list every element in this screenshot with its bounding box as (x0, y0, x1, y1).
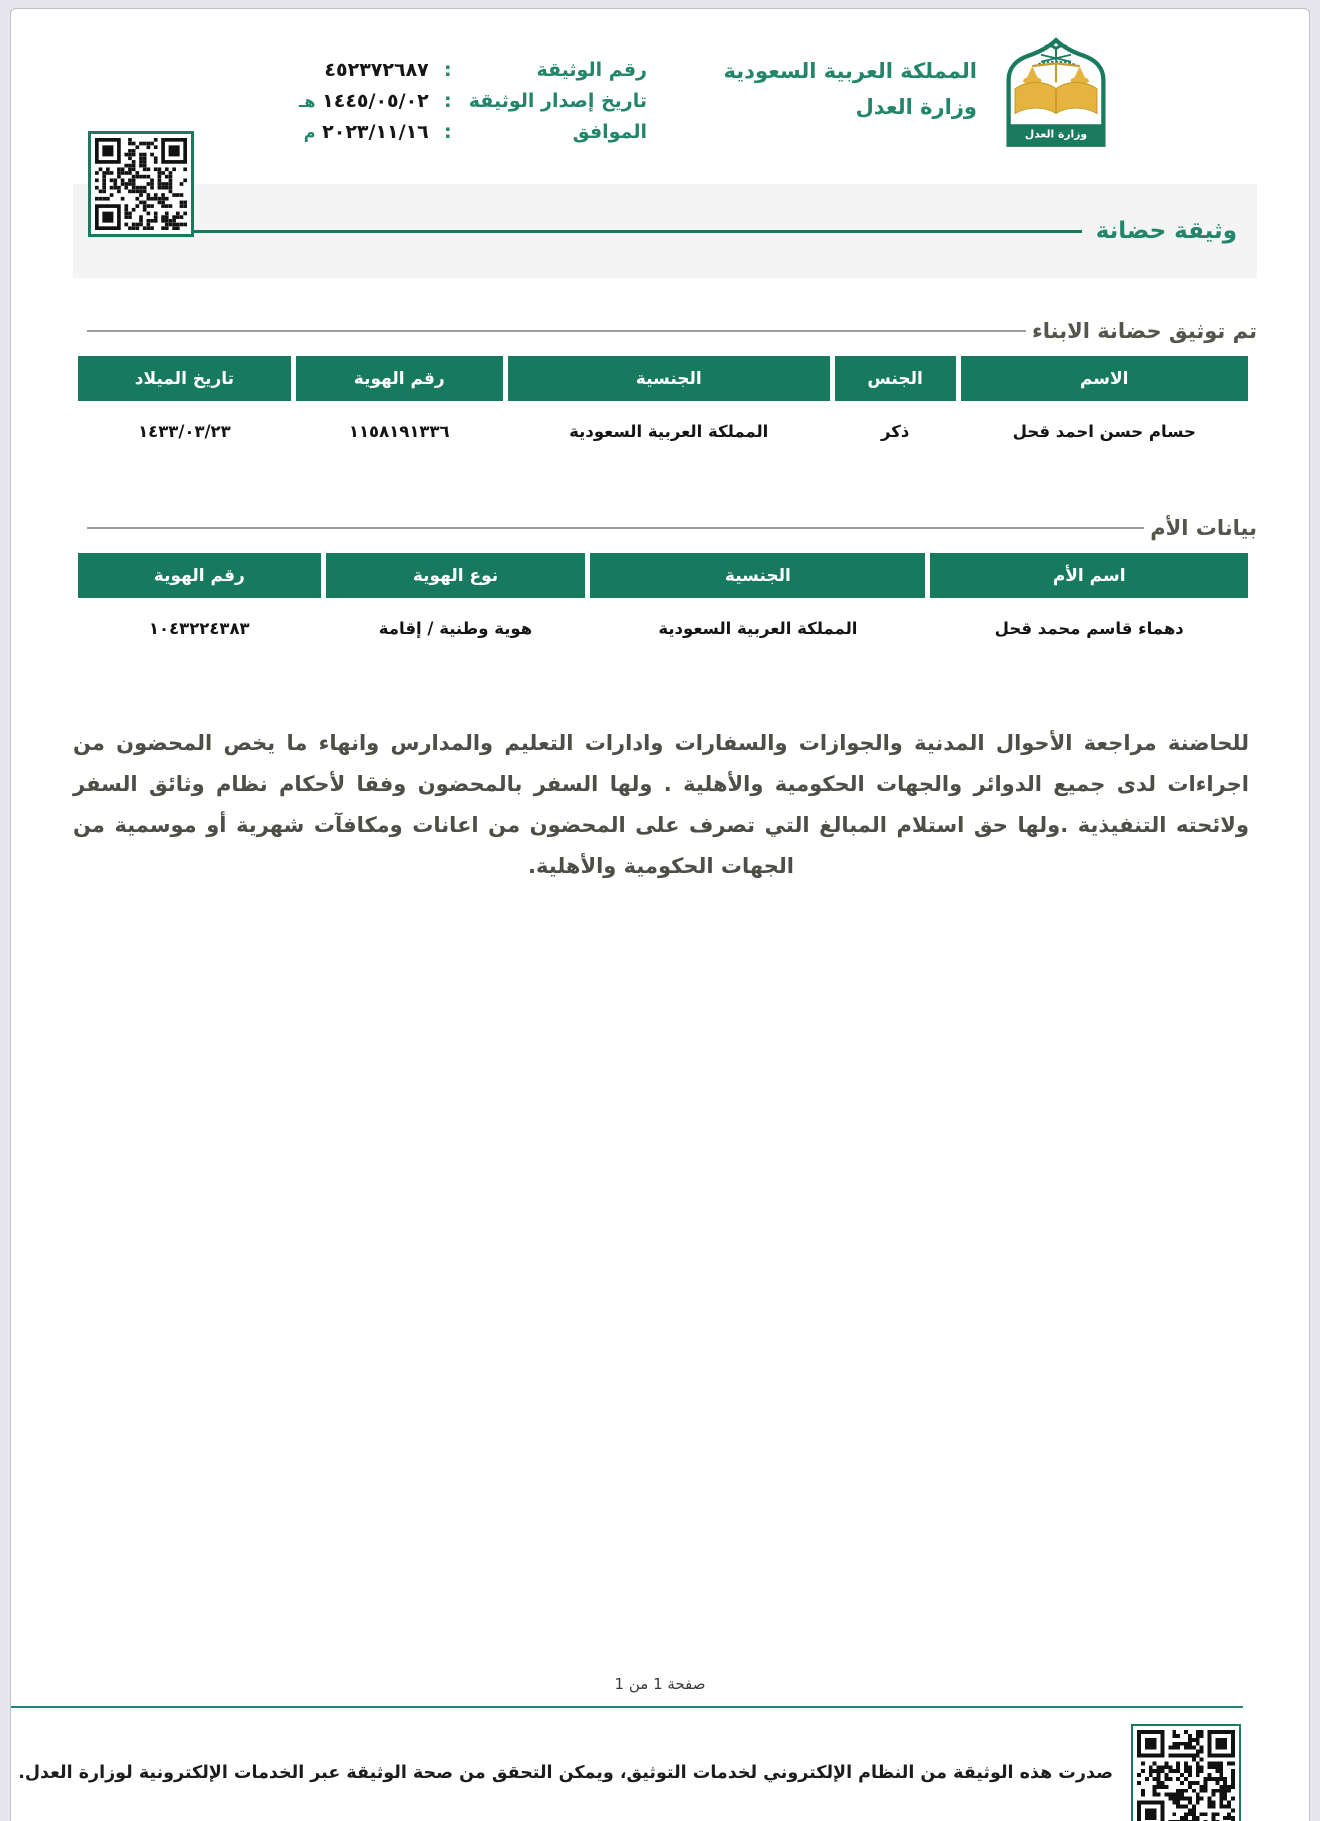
column-header: الاسم (961, 356, 1249, 401)
page-indicator: صفحة 1 من 1 (614, 1675, 706, 1693)
qr-code-image (95, 138, 187, 230)
title-banner (73, 184, 1257, 278)
mother-table (73, 553, 1253, 658)
mother-section-header (73, 513, 1257, 543)
mother-section-title: بيانات الأم (1150, 516, 1257, 540)
hijri-suffix: هـ (298, 92, 316, 111)
custody-rights-paragraph: للحاضنة مراجعة الأحوال المدنية والجوازات والسفارات وادارات التعليم والمدارس وانهاء ما يخص المحضون من اجراءات لدى جميع الدوائر والجهات الحكومية والأهلية . ولها السفر بالمحضون وفقا لأحكام نظام وثائق السفر ولائحته التنفيذية .ولها حق استلام المبالغ التي تصرف على المحضون من اعانات ومكافآت شهرية أو موسمية من الجهات الحكومية والأهلية. (73, 731, 1249, 878)
column-header: الجنسية (590, 553, 925, 598)
cell: ذكر (880, 421, 910, 441)
cell: المملكة العربية السعودية (658, 618, 858, 638)
gregorian-suffix: م (303, 123, 316, 142)
children-table (73, 356, 1253, 461)
doc-number-value: ٤٥٢٣٧٢٦٨٧ (324, 59, 429, 81)
ministry-name: وزارة العدل (855, 95, 977, 119)
ministry-of-justice-logo-icon (987, 37, 1125, 149)
column-header: تاريخ الميلاد (78, 356, 291, 401)
ministry-header-text (724, 53, 977, 125)
cell: ١٤٣٣/٠٣/٢٣ (138, 421, 231, 441)
cell: هوية وطنية / إقامة (378, 618, 533, 638)
separator: : (443, 59, 452, 81)
column-header: نوع الهوية (326, 553, 586, 598)
column-header: رقم الهوية (296, 356, 503, 401)
issue-date-value: ١٤٤٥/٠٥/٠٢ هـ (298, 90, 429, 112)
column-header: الجنس (835, 356, 956, 401)
country-name: المملكة العربية السعودية (723, 59, 977, 83)
table-row (78, 598, 1248, 658)
gregorian-date-label: الموافق (572, 121, 647, 143)
qr-code-top (88, 131, 194, 237)
column-header: الجنسية (508, 356, 830, 401)
document-header (11, 9, 1309, 184)
footer-divider-line (11, 1706, 1243, 1708)
issued-note: صدرت هذه الوثيقة من النظام الإلكتروني لخدمات التوثيق، ويمكن التحقق من صحة الوثيقة عبر الخدمات الإلكترونية لوزارة العدل. (18, 1763, 1113, 1783)
column-header: رقم الهوية (78, 553, 321, 598)
cell: ١٠٤٣٢٢٤٣٨٣ (148, 618, 250, 638)
section-divider-line (87, 330, 1026, 332)
qr-code-image (1137, 1730, 1235, 1821)
document-meta-fields (299, 55, 647, 148)
cell: حسام حسن احمد قحل (1012, 421, 1196, 441)
logo-banner-label: وزارة العدل (1024, 127, 1088, 141)
issue-date-label: تاريخ إصدار الوثيقة (468, 90, 647, 112)
separator: : (443, 90, 452, 112)
scales-icon (1023, 63, 1089, 84)
cell: ١١٥٨١٩١٣٣٦ (348, 421, 450, 441)
title-divider-line (173, 230, 1082, 233)
section-divider-line (87, 527, 1144, 529)
cell: دهماء قاسم محمد قحل (994, 618, 1184, 638)
doc-number-label: رقم الوثيقة (536, 59, 647, 81)
column-header: اسم الأم (930, 553, 1248, 598)
document-page (10, 8, 1310, 1821)
qr-code-bottom (1131, 1724, 1241, 1821)
children-section-title: تم توثيق حضانة الابناء (1032, 319, 1257, 343)
separator: : (443, 121, 452, 143)
table-row (78, 401, 1248, 461)
children-section-header (73, 316, 1257, 346)
gregorian-date-value: ٢٠٢٣/١١/١٦ م (303, 121, 429, 143)
cell: المملكة العربية السعودية (569, 421, 769, 441)
document-title: وثيقة حضانة (1095, 218, 1237, 244)
